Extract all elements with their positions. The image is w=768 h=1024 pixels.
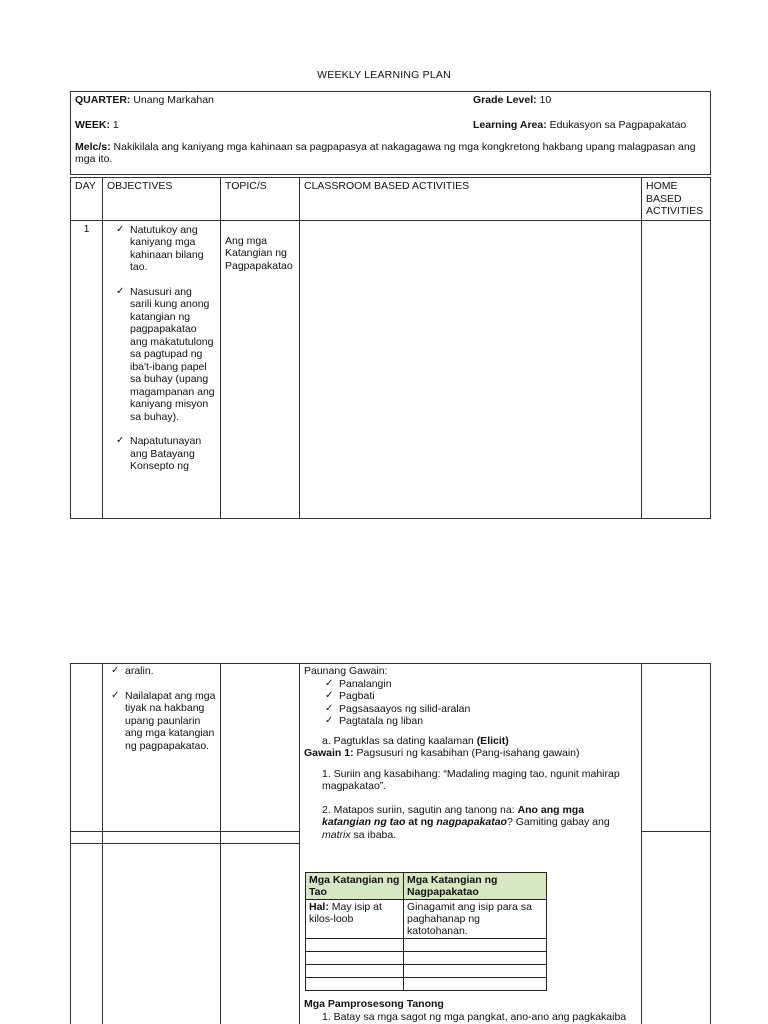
step-2-text: 2. Matapos suriin, sagutin ang tanong na: <box>322 803 518 816</box>
day-value: 1 <box>71 220 103 518</box>
col-objectives-header: OBJECTIVES <box>103 178 221 221</box>
divider <box>641 663 642 1024</box>
item-a <box>304 735 639 748</box>
plan-table-page-2 <box>70 663 711 1024</box>
home-cell <box>642 220 711 518</box>
matrix-cell: Ginagamit ang isip para sa paghahanap ng katotohanan. <box>404 900 547 939</box>
step-2-bold: Ano ang mga <box>517 803 585 816</box>
matrix-cell <box>306 939 404 952</box>
objective-item: ✓ Nailalapat ang mga tiyak na hakbang upang paunlarin ang mga katangian ng pagpapakatao. <box>108 690 216 753</box>
matrix-cell <box>404 965 547 978</box>
matrix-cell <box>404 952 547 965</box>
matrix-hal-label: Hal: <box>309 901 329 913</box>
step-2-bold-italic: nagpapakatao <box>436 816 507 828</box>
objective-item: ✓ Natutukoy ang kaniyang mga kahinaan bilang tao. <box>113 224 216 274</box>
paunang-item: ✓ Pagbati <box>322 690 639 703</box>
matrix-cell <box>306 978 404 991</box>
col-classroom-header: CLASSROOM BASED ACTIVITIES <box>300 178 642 221</box>
quarter-value: Unang Markahan <box>133 94 214 106</box>
pamprosesong-item: 1. Batay sa mga sagot ng mga pangkat, ano-ano ang pagkakaiba <box>322 1010 627 1023</box>
week-value: 1 <box>112 118 119 131</box>
pamprosesong-label: Mga Pamprosesong Tanong <box>304 998 444 1010</box>
objectives-continued <box>108 665 216 764</box>
classroom-cell <box>300 220 642 518</box>
classroom-activities <box>304 665 639 841</box>
week-label: WEEK: <box>75 118 110 131</box>
matrix-cell <box>404 978 547 991</box>
matrix-cell <box>306 900 404 939</box>
topic-cell: Ang mga Katangian ng Pagpapakatao <box>221 220 300 518</box>
matrix-cell <box>404 939 547 952</box>
step-2-italic: matrix <box>322 828 351 841</box>
col-topics-header: TOPIC/S <box>221 178 300 221</box>
step-1: 1. Suriin ang kasabihang: “Madaling maging tao, ngunit mahirap magpakatao”. <box>322 767 620 792</box>
step-2 <box>304 804 639 842</box>
quarter-cell <box>71 92 470 117</box>
step-2-text: ? Gamiting gabay ang <box>506 816 610 828</box>
pamprosesong-section <box>304 998 639 1023</box>
paunang-list <box>322 678 639 728</box>
grade-value: 10 <box>539 94 552 106</box>
item-a-bold: (Elicit) <box>476 734 509 747</box>
matrix-hal-text: May isip at kilos-loob <box>309 901 382 925</box>
gawain-1-text: Pagsusuri ng kasabihan (Pang-isahang gawain) <box>353 747 580 759</box>
header-table <box>70 91 711 175</box>
matrix-cell <box>306 965 404 978</box>
objective-item: ✓ Napatutunayan ang Batayang Konsepto ng <box>113 435 216 473</box>
objective-item: ✓ Nasusuri ang sarili kung anong katangian ng pagpapakatao ang makatutulong sa pagtupad ng iba't-ibang papel sa buhay (upang magampanan ang kaniyang misyon sa buhay). <box>113 286 216 424</box>
col-home-header: HOME BASED ACTIVITIES <box>642 178 711 221</box>
step-2-bold-italic: katangian ng tao <box>322 816 406 828</box>
paunang-item: ✓ Pagtatala ng liban <box>322 715 639 728</box>
area-label: Learning Area: <box>473 118 547 131</box>
matrix-cell <box>306 952 404 965</box>
grade-cell <box>469 92 711 117</box>
area-cell <box>469 117 711 139</box>
melc-label: Melc/s: <box>75 140 111 153</box>
step-2-text: sa ibaba. <box>350 828 397 841</box>
col-day-header: DAY <box>71 178 103 221</box>
divider <box>710 663 711 1024</box>
paunang-item: ✓ Pagsasaayos ng silid-aralan <box>322 703 639 716</box>
quarter-label: QUARTER: <box>75 94 131 106</box>
document-title: WEEKLY LEARNING PLAN <box>317 69 451 81</box>
divider <box>70 843 300 844</box>
melc-value: Nakikilala ang kaniyang mga kahinaan sa pagpapasya at nakagagawa ng mga kongkretong hakbang upang malagpasan ang mga ito. <box>75 140 696 165</box>
objectives-cell <box>103 220 221 518</box>
divider <box>70 831 300 832</box>
divider <box>641 831 711 832</box>
divider <box>70 663 710 664</box>
paunang-item: ✓ Panalangin <box>322 678 639 691</box>
katangian-matrix <box>305 872 547 991</box>
grade-label: Grade Level: <box>473 94 537 106</box>
melc-cell <box>71 139 711 175</box>
matrix-header-tao: Mga Katangian ng Tao <box>306 873 404 900</box>
week-cell <box>71 117 470 139</box>
plan-table-page-1 <box>70 177 711 519</box>
step-2-bold: at ng <box>405 816 437 828</box>
matrix-header-nagpapakatao: Mga Katangian ng Nagpapakatao <box>404 873 547 900</box>
objective-item: ✓ aralin. <box>108 665 216 678</box>
area-value: Edukasyon sa Pagpapakatao <box>549 118 687 131</box>
gawain-1-label: Gawain 1: <box>304 747 354 759</box>
item-a-text: a. Pagtuklas sa dating kaalaman <box>322 734 477 747</box>
paunang-gawain-label: Paunang Gawain: <box>304 665 388 677</box>
gawain-1 <box>304 747 639 760</box>
